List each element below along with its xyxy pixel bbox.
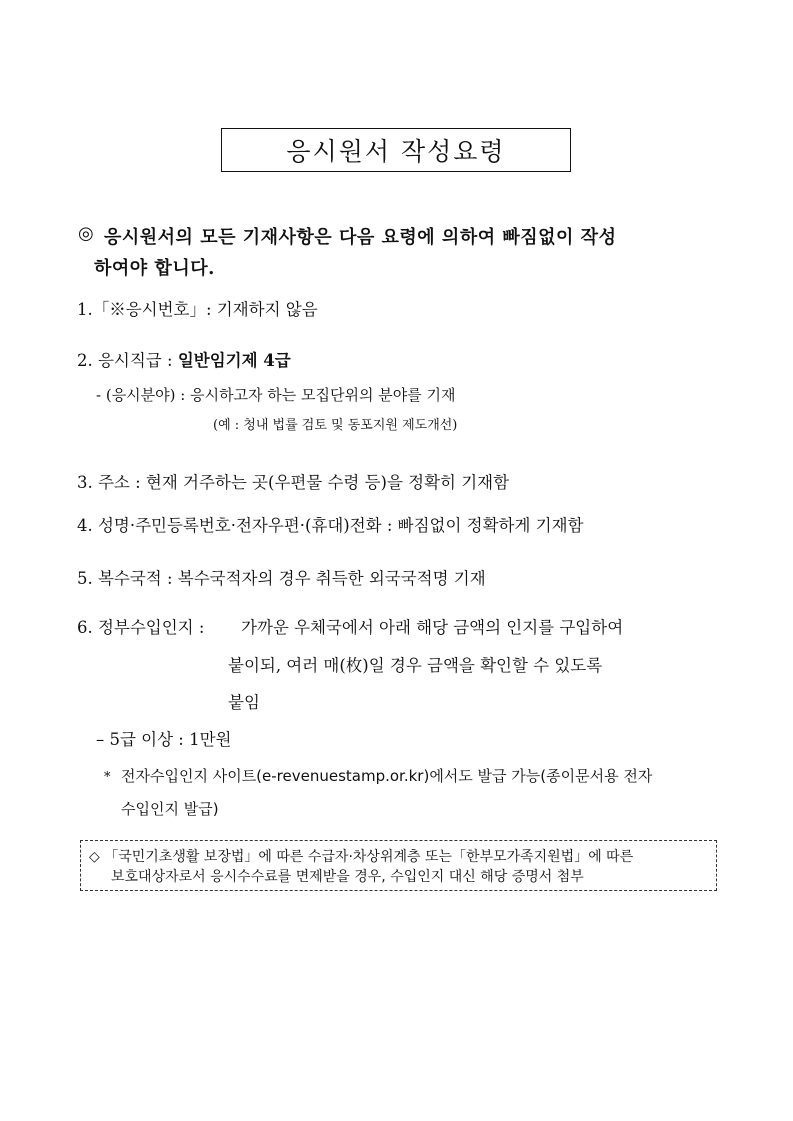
item-6-line-1: 가까운 우체국에서 아래 해당 금액의 인지를 구입하여 (241, 618, 624, 637)
item-1-application-number: 1.「※응시번호」: 기재하지 않음 (77, 300, 318, 319)
item-2-prefix: 2. 응시직급 : (77, 351, 173, 370)
item-2-position-value: 일반임기제 4급 (177, 351, 291, 370)
item-6-note-star: * (104, 770, 111, 785)
item-6-line-3: 붙임 (228, 693, 260, 712)
item-6-fee: – 5급 이상 : 1만원 (96, 730, 232, 749)
page-title (221, 128, 571, 172)
item-6-note-line-2: 수입인지 발급) (121, 800, 219, 818)
item-2-example: (예 : 청내 법률 검토 및 동포지원 제도개선) (213, 418, 458, 433)
item-6-note-line-1: 전자수입인지 사이트(e-revenuestamp.or.kr)에서도 발급 가능(종이문서용 전자 (121, 767, 653, 785)
intro-line-1: 응시원서의 모든 기재사항은 다음 요령에 의하여 빠짐없이 작성 (104, 227, 617, 248)
item-6-label: 6. 정부수입인지 : (77, 618, 205, 637)
notice-symbol: ◇ (89, 849, 100, 865)
item-4-contact-info: 4. 성명·주민등록번호·전자우편·(휴대)전화 : 빠짐없이 정확하게 기재함 (77, 516, 584, 535)
intro-line-2: 하여야 합니다. (94, 258, 215, 279)
item-5-dual-nationality: 5. 복수국적 : 복수국적자의 경우 취득한 외국국적명 기재 (77, 569, 486, 588)
notice-line-1: 「국민기초생활 보장법」에 따른 수급자·차상위계층 또는「한부모가족지원법」에 따른 (104, 849, 634, 865)
notice-line-1-row (89, 847, 708, 867)
intro-symbol: ◎ (78, 223, 95, 244)
item-3-address: 3. 주소 : 현재 거주하는 곳(우편물 수령 등)을 정확히 기재함 (77, 473, 510, 492)
item-2-position (77, 347, 291, 371)
item-6-line-2: 붙이되, 여러 매(枚)일 경우 금액을 확인할 수 있도록 (228, 656, 603, 675)
notice-line-2: 보호대상자로서 응시수수료를 면제받을 경우, 수입인지 대신 해당 증명서 첨부 (111, 869, 584, 885)
page-title-text: 응시원서 작성요령 (286, 137, 506, 166)
fee-exemption-notice (80, 840, 717, 891)
item-2-field-note: - (응시분야) : 응시하고자 하는 모집단위의 분야를 기재 (96, 386, 456, 404)
